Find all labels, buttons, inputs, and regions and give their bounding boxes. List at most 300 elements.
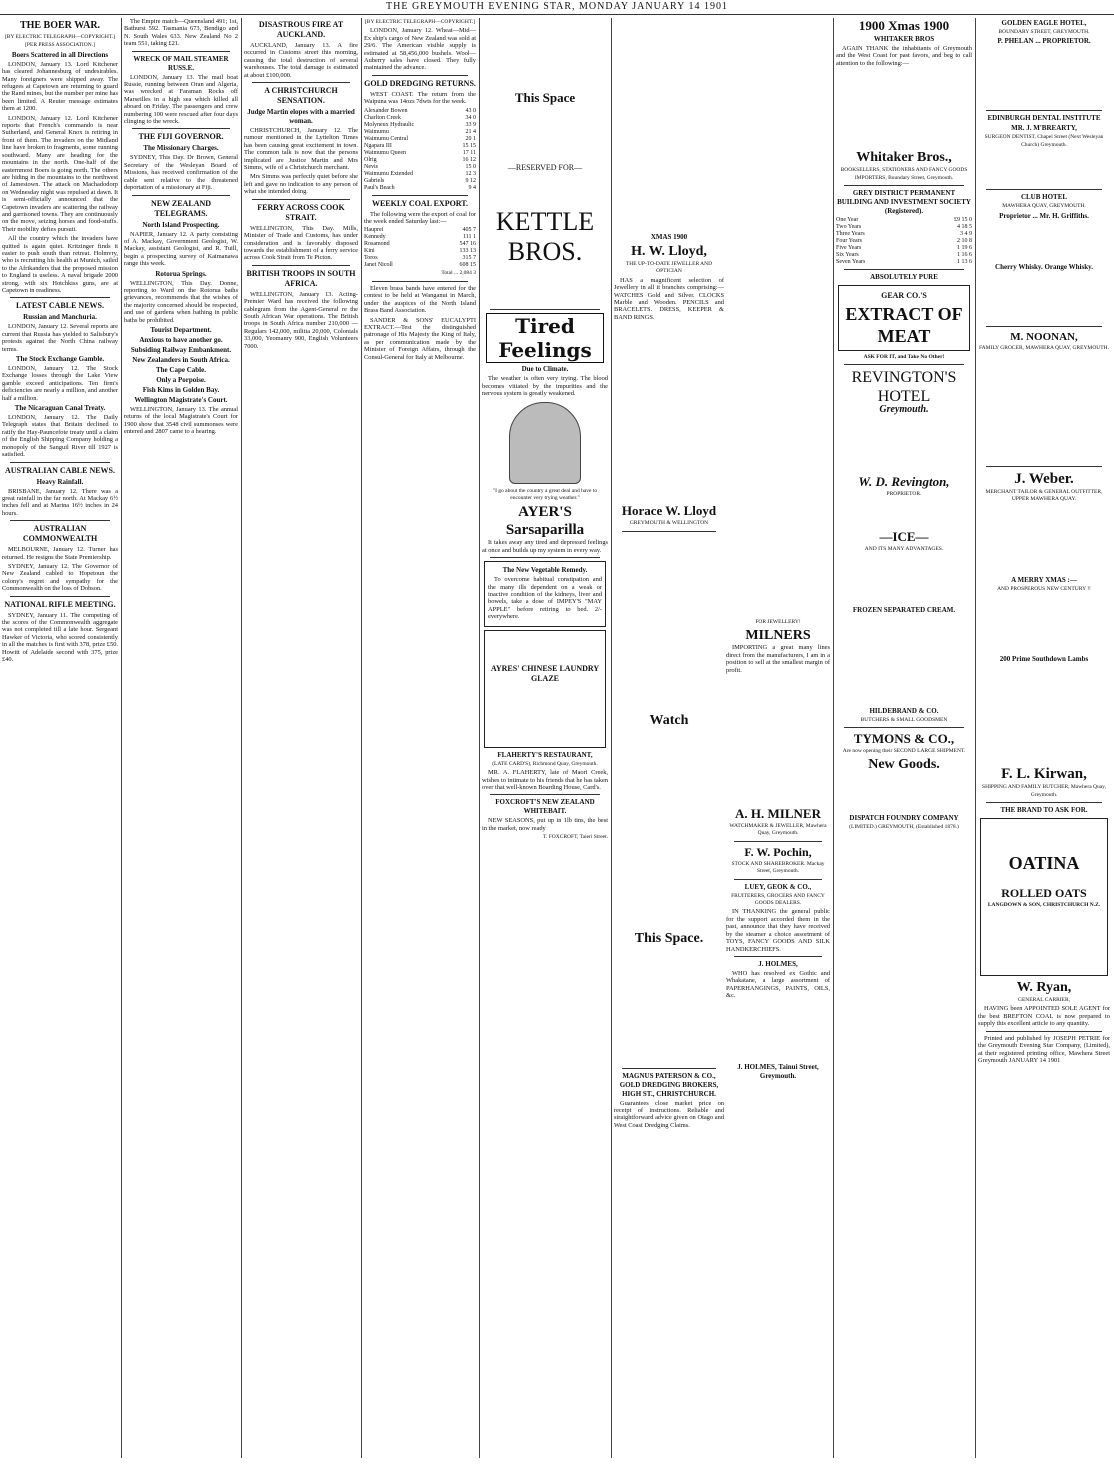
ad-subline: FAMILY GROCER, MAWHERA QUAY, GREYMOUTH.: [979, 344, 1109, 351]
headline: Heavy Rainfall.: [36, 477, 84, 486]
blank-space: [978, 505, 1110, 575]
table-cell-value: 608 15: [459, 262, 476, 269]
dredging-row: [364, 178, 476, 185]
table-cell-value: 34 0: [465, 114, 476, 121]
repayment-table: [836, 217, 972, 266]
section-heading: FERRY ACROSS COOK STRAIT.: [257, 202, 345, 222]
table-cell-value: £9 15 0: [954, 217, 972, 224]
article-paragraph: BRISBANE, January 12. There was a great rainfall in the far north. At Mackay 6½ inches fell and at Marina 16½ inches in 24 hours.: [2, 487, 118, 517]
ad-milners: MILNERS: [745, 628, 811, 644]
divider: [986, 802, 1102, 803]
blank-space: [836, 69, 972, 149]
section-heading: LATEST CABLE NEWS.: [16, 301, 104, 311]
repayment-row: [836, 217, 972, 224]
ad-laundry-glaze: [484, 630, 606, 748]
table-cell-value: 1 19 6: [957, 245, 972, 252]
table-cell-value: 3 4 9: [960, 231, 972, 238]
ad-this-space: This Space.: [634, 930, 704, 946]
ad-subline: MAWHERA QUAY, GREYMOUTH.: [1002, 203, 1086, 210]
article-paragraph: LONDON, January 12. Wheat—Mid—Ex ship's cargo of New Zealand was sold at 29/6. The American visible supply is estimated at 58,456,000 bushels. Wool—Auberry sales have closed. They fully maintained the advance.: [364, 27, 476, 72]
dredging-row: [364, 129, 476, 136]
divider: [372, 195, 468, 196]
ad-subline: (LIMITED.) GREYMOUTH, (Established 1878.): [849, 824, 959, 831]
boer-war-title: THE BOER WAR.: [19, 20, 101, 31]
divider: [252, 265, 350, 266]
ad-subline: THE UP-TO-DATE JEWELLER AND OPTICIAN: [625, 261, 713, 275]
headline: The Cape Cable.: [156, 365, 206, 374]
ad-subline: FRUITERERS, GROCERS AND FANCY GOODS DEALERS.: [731, 892, 825, 907]
article-paragraph: AUCKLAND, January 13. A fire occurred in Customs street this morning, causing the total destruction of several warehouses. The total damage is estimated at about £100,000.: [244, 42, 358, 79]
ad-subline: GREYMOUTH & WELLINGTON: [629, 520, 709, 527]
article-paragraph: All the country which the invaders have quitted is again quiet. Kritzinger finds it easier to push south than retreat. Holmvry, who is recruiting his health at Munich, sailed to the Afrikanders that the proposed mission to England is useless. A naval brigade 2000 strong, with six Hotchkiss guns, are at Capetown in readiness.: [2, 235, 118, 294]
table-cell-label: Six Years: [836, 252, 859, 259]
ad-text: MR. A. FLAHERTY, late of Maori Creek, wishes to intimate to his friends that he has taken over that well-known Boarding House, Card's.: [482, 769, 608, 791]
table-cell-value: 33 9: [465, 121, 476, 128]
ad-lloyd: H. W. Lloyd,: [631, 244, 707, 259]
ad-subline: FOR JEWELLERY!: [755, 619, 801, 625]
blank-space: [726, 676, 830, 806]
divider: [986, 1031, 1102, 1032]
column-9: [978, 18, 1110, 1458]
repayment-row: [836, 238, 972, 245]
table-cell-value: 17 11: [462, 149, 476, 156]
column-rule: [361, 18, 362, 1458]
table-cell-label: Kennedy: [364, 234, 386, 241]
article-paragraph: WELLINGTON, January 13. The annual returns of the local Magistrate's Court for 1900 show that 3548 civil summonses were entered and 2807 came to a hearing.: [124, 405, 238, 436]
article-paragraph: The following were the export of coal for the week ended Saturday last:—: [364, 210, 476, 226]
article-paragraph: MELBOURNE, January 12. Turner has returned. He resigns the State Premiership.: [2, 546, 118, 561]
divider: [844, 364, 964, 365]
ad-oatina: OATINA: [1008, 853, 1080, 874]
ad-subline: BUTCHERS & SMALL GOODSMEN: [860, 716, 948, 723]
ad-tymons: TYMONS & CO.,: [853, 731, 955, 747]
blank-space: [614, 323, 724, 503]
ad-grey-district: GREY DISTRICT PERMANENT BUILDING AND INVESTMENT SOCIETY (Registered).: [837, 189, 971, 216]
ad-revington: W. D. Revington,: [858, 473, 950, 489]
ad-extract-of-meat: [838, 285, 970, 351]
table-cell-value: 12 3: [465, 170, 476, 177]
table-cell-value: 9 12: [465, 177, 476, 184]
divider: [622, 531, 716, 532]
table-cell-label: Rosamond: [364, 241, 390, 248]
repayment-row: [836, 224, 972, 231]
ad-subline: ASK FOR IT, and Take No Other!: [863, 354, 945, 361]
divider: [490, 557, 600, 558]
divider: [734, 841, 822, 842]
headline: WRECK OF MAIL STEAMER RUSS.E.: [133, 54, 229, 72]
ad-text: IN THANKING the general public for the support accorded them in the past, announce that they have received by the steamer a choice assortment of TOYS, FANCY GOODS AND SILK HANDKERCHIEFS.: [726, 908, 830, 953]
table-cell-value: 315 7: [462, 255, 476, 262]
ad-edinburgh: EDINBURGH DENTAL INSTITUTE: [987, 114, 1101, 123]
article-paragraph: NAPIER, January 12. A party consisting of A. Mackay, Government Geologist, W. Mackay, assistant Geologist, and R. Tuill, begin a prospecting survey of Kaimanawa range this week.: [124, 230, 238, 268]
blank-space: [836, 499, 972, 529]
dredging-row: [364, 171, 476, 178]
divider: [844, 185, 964, 186]
divider: [132, 51, 230, 52]
article-paragraph: LONDON, January 12. The Daily Telegraph states that Britain declined to ratify the Hay-Pauncefote treaty until a claim of the English Shipping Company holding a monopoly of the Sanguil River till 1927 is satisfied.: [2, 414, 118, 459]
headline: North Island Prospecting.: [142, 220, 220, 229]
table-cell-value: 21 4: [465, 128, 476, 135]
table-cell-label: Gabriels: [364, 177, 385, 184]
ad-golden-eagle: GOLDEN EAGLE HOTEL,: [1001, 19, 1087, 27]
column-rule: [241, 18, 242, 1458]
headline: The Nicaraguan Canal Treaty.: [14, 404, 106, 413]
masthead: THE GREYMOUTH EVENING STAR, MONDAY JANUARY 14 1901: [0, 0, 1114, 15]
ad-frozen: FROZEN SEPARATED CREAM.: [852, 605, 956, 614]
table-cell-label: Molyneux Hydraulic: [364, 121, 415, 128]
table-cell-value: 43 0: [465, 107, 476, 114]
ad-quote: "I go about the country a great deal and have to encounter very trying weather.": [492, 487, 598, 502]
headline: Subsiding Railway Embankment.: [130, 345, 232, 354]
headline: Tourist Department.: [150, 325, 212, 334]
credit-line: [BY ELECTRIC TELEGRAPH—COPYRIGHT.]: [4, 34, 116, 40]
ad-subline: AND PROSPEROUS NEW CENTURY !!: [997, 585, 1091, 592]
ad-text: HAS a magnificent selection of Jewellery in all it branches comprising:— WATCHES Gold and Silver. CLOCKS Marble and Wooden. PENCILS and BRACELETS. DRESS, KEEPER & BAND RINGS.: [614, 276, 724, 321]
article-paragraph: WELLINGTON, This Day. Donne, reporting to Ward on the Rotorua baths grievances, recommends that the wishes of the majority concerned should be respected, and use of gardens when bathing in public baths be prohibited.: [124, 279, 238, 324]
headline: New Zealanders in South Africa.: [132, 355, 230, 364]
ad-pochin: F. W. Pochin,: [744, 844, 812, 859]
divider: [986, 326, 1102, 327]
column-rule: [975, 18, 976, 1458]
ad-text: NEW SEASONS, put up in 1lb tins, the best in the market, now ready: [482, 817, 608, 832]
section-heading: NATIONAL RIFLE MEETING.: [4, 599, 116, 609]
article-paragraph: WELLINGTON, January 13. Acting-Premier Ward has received the following cablegram from the Agent-General re the South African War operations. The British troops in South Africa number 210,000 — Regulars 142,000, militia 20,000, Colonials 33,000, Yeomanry 900, English Volunteers 7000.: [244, 290, 358, 350]
divider: [10, 596, 110, 597]
coal-total: Total ... 2,084 3: [441, 270, 476, 277]
blank-space: [978, 150, 1110, 186]
coal-row: [364, 241, 476, 248]
section-heading: WEEKLY COAL EXPORT.: [371, 198, 469, 208]
table-cell-label: Hauprei: [364, 227, 384, 234]
divider: [372, 281, 468, 282]
ad-signature: J. HOLMES, Tainui Street, Greymouth.: [737, 1062, 819, 1080]
table-cell-label: Nevis: [364, 163, 378, 170]
divider: [986, 110, 1102, 111]
column-rule: [121, 18, 122, 1458]
section-heading: AUSTRALIAN CABLE NEWS.: [4, 465, 116, 475]
ad-hotel: REVINGTON'S HOTEL: [851, 369, 957, 406]
ad-reserved: —RESERVED FOR—: [507, 163, 583, 172]
headline: Wellington Magistrate's Court.: [134, 395, 228, 404]
table-cell-label: Waimumu Central: [364, 135, 409, 142]
ad-subline: (LATE CARD'S), Richmond Quay, Greymouth.: [492, 760, 598, 767]
ad-brand: THE BRAND TO ASK FOR.: [1000, 806, 1088, 815]
headline: Boers Scattered in all Directions: [11, 50, 109, 59]
credit-line: [PER PRESS ASSOCIATION.]: [25, 42, 95, 49]
coal-row: [364, 255, 476, 262]
ad-signature: Horace W. Lloyd: [621, 503, 717, 519]
divider: [734, 956, 822, 957]
divider: [490, 309, 600, 310]
table-cell-label: Two Years: [836, 224, 862, 231]
section-heading: A CHRISTCHURCH SENSATION.: [264, 86, 338, 106]
ad-subline: Greymouth.: [879, 404, 929, 416]
article-paragraph: LONDON, January 12. The Stock Exchange losses through the Lake View gamble exceed anticipations. Ten firm's deficiencies are nearly a million, and another half a million.: [2, 365, 118, 402]
table-cell-label: Seven Years: [836, 259, 866, 266]
ad-text: Guarantees close market price on receipt of instructions. Reliable and straightforward advice given on Otago and West Coast Dredging Claims.: [614, 1099, 724, 1129]
headline: Rotorua Springs.: [155, 269, 207, 278]
divider: [372, 75, 468, 76]
divider: [132, 128, 230, 129]
ad-rolled-oats: ROLLED OATS: [1001, 886, 1087, 901]
table-cell-label: One Year: [836, 217, 859, 224]
ad-mcbrearty: MR. J. M'BREARTY,: [1011, 124, 1077, 133]
ad-lambs: 200 Prime Southdown Lambs: [999, 655, 1089, 664]
ad-tired-feelings: Tired Feelings: [486, 313, 604, 363]
article-paragraph: LONDON, January 13. The mail boat Russie, running between Oran and Algeria, was wrecked at Faraman Rocks off Marseilles in a high sea which killed all aboard on Friday. The passengers and crew numbering 100 were rescued after four days clinging to the wreck.: [124, 73, 238, 126]
table-cell-value: 133 13: [459, 248, 476, 255]
divider: [252, 199, 350, 200]
article-paragraph: WELLINGTON, This Day. Mills, Minister of Trade and Customs, has under consideration and is favorably disposed towards the establishment of a ferry service across Cook Strait from Te Picton.: [244, 224, 358, 262]
ad-whitaker-bros: Whitaker Bros.,: [856, 150, 952, 166]
column-1: [2, 18, 118, 1458]
ad-text: WHO has resolved ex Gothic and Whakatane, a large assortment of PAPERHANGINGS, PAINTS, OILS, &c.: [726, 969, 830, 1000]
table-cell-label: Ngapara III: [364, 142, 392, 149]
blank-space: [978, 594, 1110, 654]
divider: [132, 195, 230, 196]
repayment-row: [836, 245, 972, 252]
repayment-row: [836, 252, 972, 259]
table-cell-label: Olrig: [364, 156, 377, 163]
section-heading: THE FIJI GOVERNOR.: [138, 132, 224, 142]
divider: [622, 1068, 716, 1069]
ad-heading: The New Vegetable Remedy.: [502, 566, 588, 575]
dredging-row: [364, 115, 476, 122]
dredging-returns-table: [364, 108, 476, 192]
table-cell-value: 15 0: [465, 163, 476, 170]
ad-holmes: J. HOLMES,: [758, 959, 798, 968]
table-cell-label: Five Years: [836, 245, 862, 252]
blank-space: [836, 414, 972, 474]
ad-kettle-bros: KETTLE BROS.: [495, 207, 595, 267]
ad-text: IMPORTING a great many lines direct from the manufacturers, I am in a position to sell at the smallest margin of profit.: [726, 644, 830, 674]
ad-noonan: M. NOONAN,: [1010, 330, 1078, 343]
blank-space: [978, 47, 1110, 107]
ad-text: HAVING been APPOINTED SOLE AGENT for the best BREFTON COAL is now prepared to supply this excellent article to any quantity.: [978, 1005, 1110, 1028]
article-paragraph: LONDON, January 12. Several reports are current that Russia has yielded to Salisbury's protests against the North China railway terms.: [2, 323, 118, 353]
ad-kirwan: F. L. Kirwan,: [1001, 766, 1087, 783]
table-cell-value: 4 18 5: [957, 224, 972, 231]
table-cell-label: Kini: [364, 248, 375, 255]
divider: [490, 794, 600, 795]
blank-space: [978, 353, 1110, 463]
table-cell-label: Toros: [364, 255, 378, 262]
portrait-illustration: [509, 402, 581, 484]
ad-subline: BOOKSELLERS, STATIONERS AND FANCY GOODS IMPORTERS, Boundary Street, Greymouth.: [840, 167, 968, 181]
table-cell-label: Waimumu Queen: [364, 149, 407, 156]
dredging-row: [364, 136, 476, 143]
ad-weber: J. Weber.: [1014, 471, 1074, 488]
blank-space: [978, 222, 1110, 262]
table-cell-value: 547 16: [459, 241, 476, 248]
column-rule: [833, 18, 834, 1458]
article-paragraph: Mrs Simms was perfectly quiet before she left and gave no indication to any person of what she intended doing.: [244, 173, 358, 196]
coal-row: [364, 248, 476, 255]
blank-space: [726, 18, 830, 618]
divider: [10, 520, 110, 521]
blank-space: [614, 18, 724, 232]
article-paragraph: SANDER & SONS' EUCALYPTI EXTRACT.—Test the distinguished patronage of His Majesty the King of Italy, as per communication made by the Minister of Foreign Affairs, through the Consul-General for Italy at Melbourne.: [364, 316, 476, 361]
section-heading: BRITISH TROOPS IN SOUTH AFRICA.: [246, 268, 356, 288]
article-paragraph: WEST COAST. The return from the Waipuna was 14ozs 7dwts for the week.: [364, 90, 476, 106]
article-paragraph: LONDON, January 12. Lord Kitchener reports that French's commando is near Sutherland, and General Knox is retiring in front of them. The invaders on the Midland line have broken to fragments, some running southward. Many are heading for the mountains in the north. One-half of the easternmost Boers is going north. The others are hiding in the mountains to the northwest of Jamestown. The attack on Machadodorp on Wednesday night was repulsed at dawn. It is semi-officially announced that the Capetown invaders are scattering the railway and garrisoned towns. They are continuously on the move, seizing horses and food-stuffs. Their mobility defies pursuit.: [2, 114, 118, 233]
ad-griffiths: Proprietor ... Mr. H. Griffiths.: [999, 211, 1089, 220]
article-paragraph: SYDNEY, This Day. Dr Brown, General Secretary of the Wesleyan Board of Missions, has received confirmation of the cable sent relative to the threatened deportation of a missionary at Fiji.: [124, 154, 238, 192]
article-paragraph: SYDNEY, January 11. The competing of the scores of the Commonwealth aggregate was not completed till a late hour. Sergeant Hawker of Victoria, who scored consistently in all the matches is first with 378, prize £50. Howitt of Adelaide second with 375, prize £40.: [2, 611, 118, 663]
repayment-row: [836, 259, 972, 266]
article-paragraph: CHRISTCHURCH, January 12. The rumour mentioned in the Lyttelton Times has been causing great excitement in town. The common talk is now that the persons implicated are Justice Martin and Mrs Simms, wife of a Christchurch merchant.: [244, 127, 358, 172]
table-cell-value: 15 15: [462, 142, 476, 149]
ad-subline: GENERAL CARRIER,: [1017, 997, 1071, 1004]
ad-milner: A. H. MILNER: [735, 806, 821, 822]
headline: Russian and Manchuria.: [23, 313, 97, 322]
ad-subline: SURGEON DENTIST, Chapel Street (Next Wesleyan Church) Greymouth.: [984, 134, 1104, 148]
table-cell-label: Four Years: [836, 238, 863, 245]
article-paragraph: The Empire match—Queensland 491; 1st, Bathurst 592. Tasmania 673, Bendigo and N. South Wales 633. New Zealand No 2 team 551, taking £21.: [124, 18, 238, 48]
ad-heading: MAGNUS PATERSON & CO., GOLD DREDGING BROKERS, HIGH ST., CHRISTCHURCH.: [619, 1071, 719, 1098]
ad-dispatch: DISPATCH FOUNDRY COMPANY: [849, 814, 959, 823]
blank-space: [836, 555, 972, 605]
blank-space: [726, 1002, 830, 1062]
ad-extract: EXTRACT OF MEAT: [845, 304, 963, 347]
table-cell-value: 16 12: [462, 156, 476, 163]
ad-oatina-box: [980, 818, 1108, 976]
headline: The Missionary Charges.: [143, 144, 219, 153]
divider: [986, 189, 1102, 190]
column-7: [726, 18, 830, 1458]
table-cell-label: Paul's Beach: [364, 184, 395, 191]
ad-luey: LUEY, GEOK & CO.,: [744, 882, 812, 891]
divider: [844, 727, 964, 728]
ad-subline: MERCHANT TAILOR & GENERAL OUTFITTER, UPPER MAWHERA QUAY.: [985, 489, 1103, 503]
table-cell-label: Janet Nicoll: [364, 262, 393, 269]
ad-pure: ABSOLUTELY PURE: [870, 273, 938, 282]
ad-this-space: This Space: [514, 90, 576, 105]
ad-merry-xmas: A MERRY XMAS :—: [1011, 575, 1077, 584]
ad-ice: —ICE—: [879, 529, 929, 545]
divider: [10, 462, 110, 463]
ad-text: The weather is often very trying. The blood becomes vitiated by the impurities and the nervous system is greatly weakened.: [482, 375, 608, 398]
headline: The Stock Exchange Gamble.: [15, 355, 105, 364]
ad-subline: Are now opening their SECOND LARGE SHIPMENT.: [842, 748, 966, 755]
coal-row: [364, 227, 476, 234]
divider: [734, 879, 822, 880]
ad-subline: WATCHMAKER & JEWELLER, Mawhera Quay, Greymouth.: [729, 823, 827, 837]
section-heading: DISASTROUS FIRE AT AUCKLAND.: [258, 20, 344, 39]
section-heading: GOLD DREDGING RETURNS.: [364, 78, 476, 88]
column-2: [124, 18, 238, 1458]
ad-phelan: P. PHELAN ... PROPRIETOR.: [997, 37, 1091, 46]
column-rule: [611, 18, 612, 1458]
divider: [252, 82, 350, 83]
dredging-row: [364, 108, 476, 115]
column-3: [244, 18, 358, 1458]
blank-space: [978, 273, 1110, 323]
coal-export-table: [364, 227, 476, 269]
table-cell-label: Three Years: [836, 231, 865, 238]
ad-whitaker: WHITAKER BROS: [873, 35, 935, 43]
imprint: Printed and published by JOSEPH PETRIE for the Greymouth Evening Star Company, (Limited), at their registered printing office, Mawhera Street Greymouth JANUARY 14 1901: [978, 1034, 1110, 1064]
table-cell-value: 405 7: [462, 227, 476, 234]
dredging-row: [364, 164, 476, 171]
column-5: [482, 18, 608, 1458]
ad-ryan: W. Ryan,: [1016, 980, 1072, 996]
column-4: [364, 18, 476, 1458]
ad-subhead: Due to Climate.: [521, 365, 569, 374]
blank-space: [836, 773, 972, 813]
ad-heading: AYRES' CHINESE LAUNDRY GLAZE: [490, 663, 600, 683]
ad-langdown: LANGDOWN & SON, CHRISTCHURCH N.Z.: [987, 902, 1101, 909]
article-paragraph: SYDNEY, January 12. The Governor of New Zealand cabled to Hopetoun the colony's regret and sympathy for the Commonwealth on the loss of Dobson.: [2, 562, 118, 593]
ad-new-goods: New Goods.: [868, 757, 940, 773]
ad-vegetable-remedy: [484, 561, 606, 626]
ad-subline: STOCK AND SHAREBROKER. Mackay Street, Greymouth.: [731, 860, 825, 875]
ad-heading: FOXCROFT'S NEW ZEALAND WHITEBAIT.: [495, 798, 595, 816]
table-cell-value: 111 1: [462, 234, 476, 241]
ad-hildebrand: HILDEBRAND & CO.: [869, 706, 939, 715]
ad-whisky: Cherry Whisky. Orange Whisky.: [995, 262, 1093, 271]
table-cell-value: 1 13 6: [957, 259, 972, 266]
table-cell-value: 2 10 8: [957, 238, 972, 245]
ad-heading: FLAHERTY'S RESTAURANT,: [497, 750, 593, 759]
ad-subline: BOUNDARY STREET, GREYMOUTH.: [998, 29, 1090, 35]
ad-text: To overcome habitual constipation and the many ills dependent on a weak or inactive condition of the kidneys, liver and bowels, take a dose of IMPEY'S "MAY APPLE" before retiring to bed. 2/- everywhere.: [488, 576, 602, 621]
table-cell-label: Alexander Bowen: [364, 107, 408, 114]
dredging-row: [364, 150, 476, 157]
ad-club-hotel: CLUB HOTEL: [1020, 193, 1068, 202]
section-heading: AUSTRALIAN COMMONWEALTH: [22, 524, 98, 544]
table-cell-value: 9 4: [468, 184, 476, 191]
ad-text: It takes away any tired and depressed feelings at once and builds up my system in every way.: [482, 539, 608, 554]
credit-line: [BY ELECTRIC TELEGRAPH—COPYRIGHT.]: [364, 19, 476, 25]
ad-subline: PROPRIETOR.: [886, 490, 922, 497]
coal-row: [364, 262, 476, 269]
dredging-row: [364, 157, 476, 164]
headline: Judge Martin elopes with a married woman.: [247, 108, 355, 126]
dredging-row: [364, 143, 476, 150]
headline: Only a Porpoise.: [156, 375, 206, 384]
ad-xmas-banner: 1900 Xmas 1900: [858, 18, 950, 33]
article-paragraph: LONDON, January 13. Lord Kitchener has cleared Johannesburg of undesirables. Many foreigners were shipped away. The refugees at Capetown are returning to guard the Rand mines, but the number per mine has been limited. A Reuter message estimates them at 1200.: [2, 60, 118, 113]
divider: [986, 466, 1102, 467]
divider: [844, 269, 964, 270]
table-cell-value: 1 16 6: [957, 252, 972, 259]
column-rule: [479, 18, 480, 1458]
ad-ayers: AYER'S Sarsaparilla: [505, 504, 585, 539]
ad-xmas: XMAS 1900: [650, 233, 688, 241]
headline: Fish Kims in Golden Bay.: [142, 385, 220, 394]
ad-subline: SHIPPING AND FAMILY BUTCHER, Mawhera Quay, Greymouth.: [982, 784, 1106, 798]
blank-space: [978, 665, 1110, 765]
table-cell-value: 20 1: [465, 135, 476, 142]
section-heading: NEW ZEALAND TELEGRAMS.: [150, 198, 212, 218]
dredging-row: [364, 122, 476, 129]
coal-row: [364, 234, 476, 241]
table-cell-label: Charlton Creek: [364, 114, 401, 121]
column-6: [614, 18, 724, 1458]
article-paragraph: Eleven brass bands have entered for the contest to be held at Wanganui in March, under the auspices of the North Island Brass Band Association.: [364, 284, 476, 315]
headline: Anxious to have another go.: [139, 335, 223, 344]
ad-text: AGAIN THANK the inhabitants of Greymouth and the West Coast for past favors, and beg to call attention to the following:—: [836, 45, 972, 67]
ad-gear: GEAR CO.'S: [881, 291, 927, 301]
divider: [10, 297, 110, 298]
repayment-row: [836, 231, 972, 238]
ad-subline: AND ITS MANY ADVANTAGES.: [864, 546, 944, 553]
ad-signature: T. FOXCROFT, Taieri Street.: [543, 834, 608, 841]
ad-watch: Watch: [649, 712, 689, 728]
table-cell-label: Waimumu: [364, 128, 389, 135]
dredging-row: [364, 185, 476, 192]
